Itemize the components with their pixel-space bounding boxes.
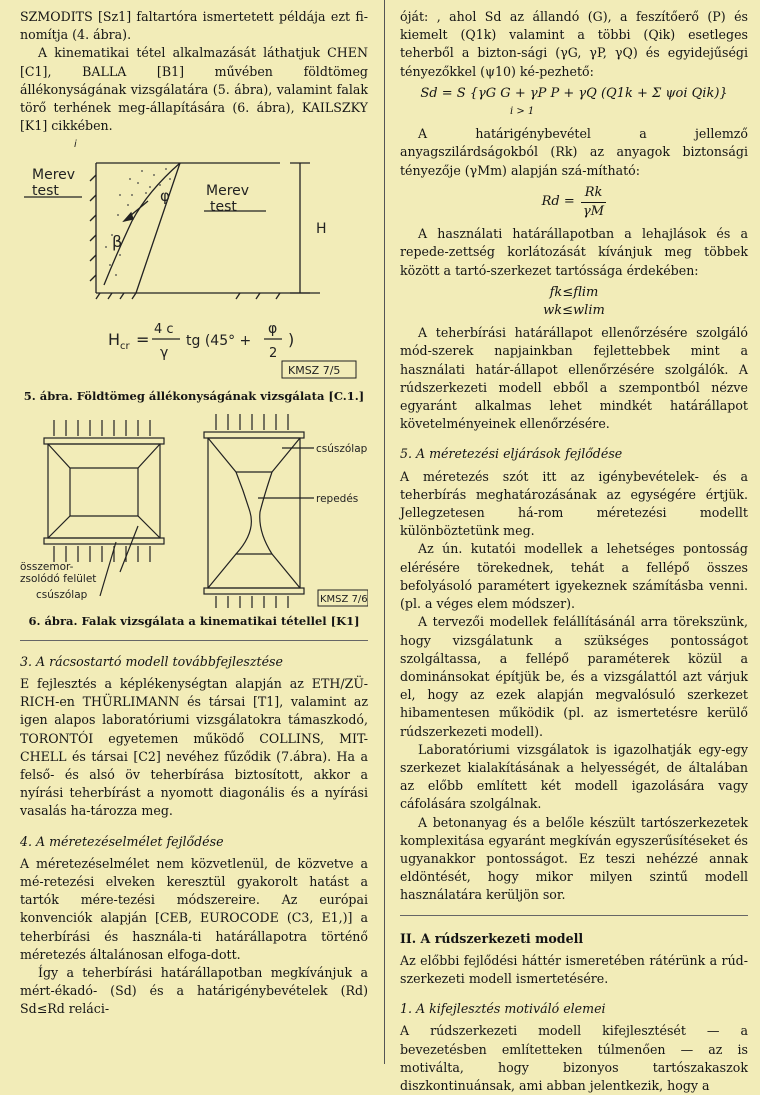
paragraph: A kinematikai tétel alkalmazását láthatjuk CHEN [C1], BALLA [B1] művében földtömeg állékonyságának vizsgálatára (5. ábra), valamint falak törő terhének meg-állapítására (6. ábra), KAILSZKY [K1] cikkében.	[20, 45, 368, 134]
column-divider	[384, 0, 385, 1064]
figure-6-wall-analysis	[20, 412, 368, 608]
paragraph: A méretezéselmélet nem közvetlenül, de közvetve a mé-retezési elveken keresztül gyakorolt hatást a tartók mére-tezési módszereire. Az európai konvenciók alapján [CEB, EUROCODE (C3, E1,)] a teherbírási és használa-ti határállapotra történő méretezés általánosan elfoga-dott.	[20, 855, 368, 962]
paragraph: Így a teherbírási határállapotban megkívánjuk a mért-ékadó- (Sd) és a határigénybevételek (Rd) Sd≤Rd reláci-	[20, 965, 368, 1017]
fig6-label-osszemor-1: összemor-	[20, 560, 74, 573]
paragraph: A méretezés szót itt az igénybevételek- és a teherbírás meghatározásának az egységére értjük. Jellegzetesen há-rom méretezési modellt különböztetünk meg.	[400, 468, 748, 539]
fig5-label-phi: φ	[160, 187, 170, 206]
fig6-label-csuszolap-top: csúszólap	[316, 442, 368, 455]
section-heading-4: 4. A méretezéselmélet fejlődése	[20, 833, 224, 849]
paragraph: A határigénybevétel a jellemző anyagszilárdságokból (Rk) az anyagok biztonsági tényezője (γMm) alapján szá-mítható:	[400, 126, 748, 178]
paragraph: A teherbírási határállapot ellenőrzésére szolgáló mód-szerek napjainkban fejlettebbek mint a használati határ-állapot ellenőrzésére szolgálók. A rúdszerkezeti modell ebből a szempontból nézve egyaránt alkalmas lehet mindkét határállapot követelményeinek ellenőrzésére.	[400, 325, 748, 432]
paragraph: Az ún. kutatói modellek a lehetséges pontosság elérésére törekednek, tehát a fellépő összes befolyásoló paramétert igyekeznek számításba venni. (pl. a véges elem módszer).	[400, 541, 748, 612]
fig6-label-csuszolap-bottom: csúszólap	[36, 588, 88, 601]
section-heading-3: 3. A rácsostartó modell továbbfejlesztése	[20, 653, 283, 669]
fig5-formula-num: 4 c	[154, 322, 174, 338]
svg-text:=: =	[136, 330, 150, 350]
section-divider	[400, 915, 748, 916]
fig5-label-merev-right: Merev	[206, 183, 250, 200]
paragraph: Az előbbi fejlődési háttér ismeretében rátérünk a rúd-szerkezeti modell ismertetésére.	[400, 952, 748, 986]
fig5-tag: KMSZ 7/5	[288, 364, 341, 378]
equation-sd: Sd = S {γG G + γP P + γQ (Q1k + Σ ψoi Qik)} i > 1	[420, 85, 728, 118]
fig5-label-test-left: test	[32, 183, 59, 200]
fig5-label-h: H	[316, 221, 327, 238]
right-column	[400, 8, 748, 1095]
paragraph: óját: , ahol Sd az állandó (G), a feszítőerő (P) és kiemelt (Q1k) valamint a többi (Qik) esetleges teherből a bizton-sági (γG, γP, γQ) és egyidejűségi tényezőkkel (ψ10) ké-pezhető:	[400, 9, 748, 79]
figure-5-caption: 5. ábra. Földtömeg állékonyságának vizsgálata [C.1.]	[23, 389, 365, 404]
fig6-tag: KMSZ 7/6	[320, 593, 368, 605]
fig5-label-test-right: test	[210, 199, 237, 216]
paragraph: E fejlesztés a képlékenységtan alapján az ETH/ZÜ-RICH-en THÜRLIMANN és társai [T1], valamint az igen alapos laboratóriumi vizsgálatokra támaszkodó, TORONTÓI egyetemen működő COLLINS, MIT-CHELL és társai [C2] nevéhez fűződik (7.ábra). Ha a felső- és alsó öv teherbírása biztosított, akkor a nyírási teherbírást a nyomott diagonális és a nyírási vasalás ha-tározza meg.	[20, 676, 368, 819]
paragraph: A használati határállapotban a lehajlások és a repede-zettség korlátozását kívánjuk meg többek között a tartó-szerkezet tartóssága érdekében:	[400, 226, 748, 278]
equation-rd: Rd = $\frac{Rk}{\gamma M}$	[400, 184, 748, 221]
chapter-heading: II. A rúdszerkezeti modell	[400, 930, 584, 946]
paragraph: A tervezői modellek felállításánál arra törekszünk, hogy vizsgálatunk a szükséges pontosságot szolgáltassa, a fellépő paraméterek közül a dominánsokat építjük be, és a vizsgálattól azt várjuk el, hogy az ezek alapján megvalósuló szerkezet hibamentesen működik (pl. az ismertetésre kerülő rúdszerkezeti modell).	[400, 614, 748, 739]
fig5-label-beta: β	[112, 232, 123, 252]
section-heading-5: 5. A méretezési eljárások fejlődése	[400, 446, 623, 462]
fig5-label-merev-left: Merev	[32, 167, 76, 184]
fig5-label-i: i	[74, 139, 77, 151]
fig5-formula-den: γ	[160, 345, 169, 362]
fig5-formula-tg: tg (45° +	[186, 333, 252, 350]
left-column	[20, 8, 368, 1019]
section-heading-1: 1. A kifejlesztés motiváló elemei	[400, 1001, 606, 1017]
paragraph: Laboratóriumi vizsgálatok is igazolhatják egy-egy szerkezet kialakításának a helyességét, de általában az előbb említett két modell igazolására vagy cáfolására szolgálnak.	[400, 741, 748, 812]
fig5-formula-num2: φ	[268, 321, 278, 338]
fig5-formula-close: )	[288, 330, 295, 350]
fig5-formula-lhs: H	[108, 330, 121, 350]
paragraph: A betonanyag és a belőle készült tartószerkezetek komplexitása egyaránt megkíván egyszerűsítéseket és ugyanakkor pontosságot. Ez teszi nehézzé annak eldöntését, hogy mikor milyen szintű modell használatára kerüljön sor.	[400, 814, 748, 903]
paragraph: A rúdszerkezeti modell kifejlesztését — a bevezetésben említetteken túlmenően — az is motiválta, hogy bizonyos tartószakaszok diszkontinuánsak, ami abban jelentkezik, hogy a	[400, 1023, 748, 1093]
fig6-label-osszemor-2: zsolódó felület	[20, 572, 97, 585]
fig5-formula-sub: cr	[120, 341, 130, 353]
fig6-label-repedes: repedés	[316, 492, 359, 505]
figure-6-caption: 6. ábra. Falak vizsgálata a kinematikai tétellel [K1]	[28, 613, 360, 628]
figure-5-soil-stability	[20, 135, 368, 383]
equation-limits: fk≤flim wk≤wlim	[543, 284, 605, 319]
fig5-formula-den2: 2	[269, 346, 278, 362]
section-divider	[20, 640, 368, 641]
paragraph: SZMODITS [Sz1] faltartóra ismertetett példája ezt fi-nomítja (4. ábra).	[20, 9, 368, 43]
